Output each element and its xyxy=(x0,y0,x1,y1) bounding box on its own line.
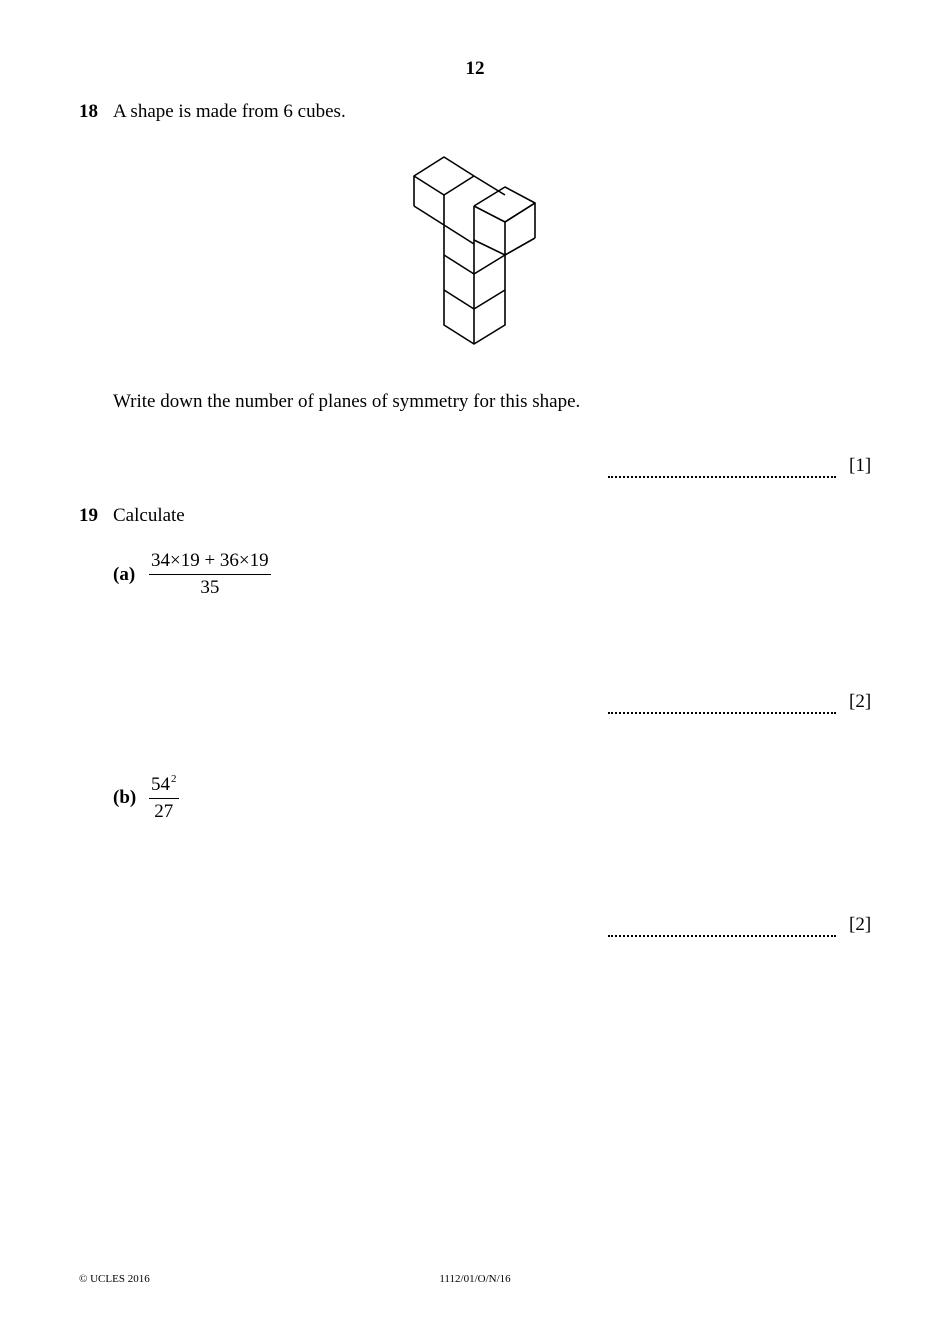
marks-19a: [2] xyxy=(849,691,872,712)
question-18-number: 18 xyxy=(79,101,98,122)
part-b-numerator-exponent: 2 xyxy=(171,773,177,785)
part-b-numerator xyxy=(149,773,179,799)
part-b-label: (b) xyxy=(113,787,137,808)
footer-copyright: © UCLES 2016 xyxy=(79,1273,150,1285)
answer-line-19b[interactable] xyxy=(608,935,836,937)
part-a-numerator: 34×19 + 36×19 xyxy=(149,550,271,575)
marks-18: [1] xyxy=(849,455,872,476)
part-a-fraction xyxy=(149,550,271,599)
page-number: 12 xyxy=(465,58,485,79)
footer-code: 1112/01/O/N/16 xyxy=(439,1273,511,1285)
question-18-prompt: Write down the number of planes of symmetry for this shape. xyxy=(113,391,581,412)
question-18-stem: A shape is made from 6 cubes. xyxy=(113,101,346,122)
marks-19b: [2] xyxy=(849,914,872,935)
part-a-label: (a) xyxy=(113,564,136,585)
part-a-denominator: 35 xyxy=(200,577,220,598)
cube-shape-diagram xyxy=(405,143,545,351)
part-b-numerator-base: 54 xyxy=(151,774,170,795)
question-19-number: 19 xyxy=(79,505,98,526)
part-b-fraction xyxy=(149,773,179,823)
answer-line-19a[interactable] xyxy=(608,712,836,714)
answer-line-18[interactable] xyxy=(608,476,836,478)
part-b-denominator: 27 xyxy=(154,801,174,822)
question-19-stem: Calculate xyxy=(113,505,185,526)
